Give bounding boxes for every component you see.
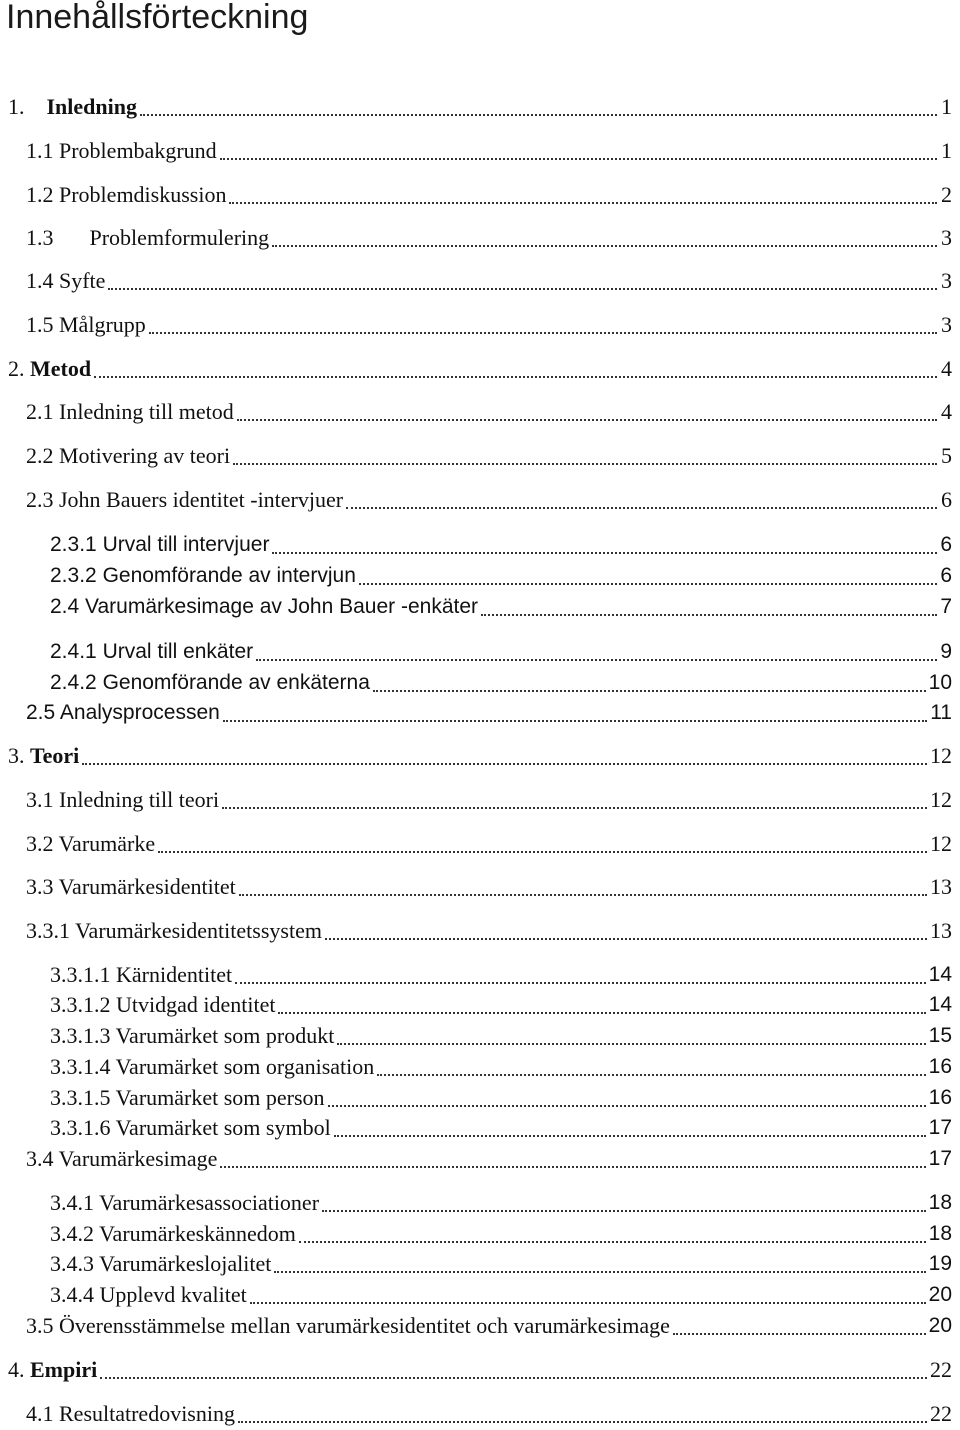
toc-number: 2.2: [26, 443, 54, 468]
toc-entry-2-4-1[interactable]: [50, 637, 952, 667]
dot-leader: [140, 100, 937, 116]
toc-page-number: 2: [941, 182, 952, 207]
toc-title: Varumärkesassociationer: [99, 1190, 320, 1215]
toc-page-number: 12: [930, 743, 952, 768]
toc-number: 3.3.1.6: [50, 1115, 111, 1140]
toc-entry-2-3[interactable]: [26, 485, 952, 515]
dot-leader: [239, 880, 927, 896]
toc-entry-3-4-4[interactable]: [50, 1280, 952, 1310]
dot-leader: [220, 144, 937, 160]
toc-entry-1-4[interactable]: [26, 266, 952, 296]
toc-number: 3.5: [26, 1313, 54, 1338]
dot-leader: [256, 645, 937, 661]
toc-number: 3.3.1.2: [50, 992, 111, 1017]
toc-title: Metod: [30, 356, 92, 381]
toc-entry-2-1[interactable]: [26, 397, 952, 427]
toc-number: 3.4.2: [50, 1221, 94, 1246]
toc-entry-1-2[interactable]: [26, 180, 952, 210]
toc-page-number: 4: [941, 356, 952, 381]
toc-title: Målgrupp: [59, 312, 146, 337]
toc-number: 3.3.1.5: [50, 1085, 111, 1110]
toc-title: Varumärkesimage av John Bauer -enkäter: [85, 595, 479, 618]
toc-page-number: 18: [928, 1222, 952, 1245]
toc-entry-1-1[interactable]: [26, 136, 952, 166]
toc-title: Varumärkeskännedom: [99, 1221, 296, 1246]
dot-leader: [325, 924, 927, 940]
toc-entry-1-3[interactable]: [26, 223, 952, 253]
toc-number: 2.4: [50, 595, 80, 618]
dot-leader: [346, 493, 937, 509]
toc-number: 3.: [8, 743, 25, 768]
page-title: Innehållsförteckning: [6, 0, 309, 36]
toc-number: 2.4.1: [50, 640, 97, 663]
toc-number: 3.2: [26, 831, 54, 856]
toc-page-number: 11: [930, 701, 952, 724]
toc-page-number: 13: [930, 918, 952, 943]
toc-number: 1.: [8, 94, 25, 119]
toc-entry-3-4-2[interactable]: [50, 1219, 952, 1249]
toc-title: Varumärke: [58, 831, 156, 856]
toc-page-number: 14: [928, 963, 952, 986]
toc-entry-3-3-1-2[interactable]: [50, 990, 952, 1020]
dot-leader: [481, 600, 937, 616]
toc-title: Upplevd kvalitet: [99, 1282, 247, 1307]
toc-title: Urval till intervjuer: [102, 533, 270, 556]
dot-leader: [235, 968, 926, 984]
dot-leader: [222, 793, 927, 809]
toc-title: Analysprocessen: [59, 701, 220, 724]
toc-entry-2-3-2[interactable]: [50, 561, 952, 591]
dot-leader: [278, 998, 925, 1014]
toc-title: Varumärkesidentitet: [58, 874, 236, 899]
toc-number: 3.4.3: [50, 1251, 94, 1276]
toc-entry-2-2[interactable]: [26, 441, 952, 471]
dot-leader: [328, 1091, 926, 1107]
toc-number: 4.1: [26, 1401, 54, 1426]
dot-leader: [373, 676, 926, 692]
toc-title: Varumärket som person: [115, 1085, 325, 1110]
dot-leader: [272, 231, 937, 247]
toc-page-number: 3: [941, 225, 952, 250]
toc-title: Motivering av teori: [59, 443, 231, 468]
toc-page-number: 12: [930, 787, 952, 812]
toc-number: 3.3: [26, 874, 54, 899]
toc-entry-1[interactable]: [8, 92, 952, 122]
toc-page-number: 17: [928, 1147, 952, 1170]
dot-leader: [158, 837, 927, 853]
toc-number: 3.3.1.4: [50, 1054, 111, 1079]
toc-page-number: 16: [928, 1086, 952, 1109]
toc-entry-3-4-3[interactable]: [50, 1249, 952, 1279]
dot-leader: [238, 1407, 927, 1423]
toc-title: Resultatredovisning: [59, 1401, 235, 1426]
toc-number: 3.1: [26, 787, 54, 812]
toc-title: Urval till enkäter: [102, 640, 254, 663]
toc-number: 1.3: [26, 225, 54, 250]
toc-number: 3.4: [26, 1146, 54, 1171]
toc-page-number: 6: [940, 564, 952, 587]
toc-title: Inledning: [46, 94, 137, 119]
dot-leader: [272, 538, 937, 554]
toc-number: 1.4: [26, 268, 54, 293]
toc-entry-2-4[interactable]: [50, 592, 952, 622]
toc-title: Inledning till teori: [59, 787, 220, 812]
toc-page-number: 20: [928, 1283, 952, 1306]
toc-page-number: 17: [928, 1116, 952, 1139]
toc-title: Teori: [30, 743, 80, 768]
toc-title: Genomförande av enkäterna: [102, 671, 370, 694]
toc-number: 3.3.1.3: [50, 1023, 111, 1048]
toc-page-number: 13: [930, 874, 952, 899]
toc-number: 3.4.1: [50, 1190, 94, 1215]
dot-leader: [322, 1196, 926, 1212]
toc-page-number: 5: [941, 443, 952, 468]
toc-entry-3-3-1[interactable]: [26, 916, 952, 946]
toc-page-number: 1: [941, 138, 952, 163]
toc-entry-2-3-1[interactable]: [50, 530, 952, 560]
dot-leader: [108, 274, 937, 290]
toc-entry-1-5[interactable]: [26, 310, 952, 340]
toc-entry-3-3-1-1[interactable]: [50, 960, 952, 990]
dot-leader: [337, 1029, 925, 1045]
toc-title: Varumärket som symbol: [115, 1115, 331, 1140]
toc-number: 2.3: [26, 487, 54, 512]
toc-entry-2-5[interactable]: [26, 698, 952, 728]
toc-title: Empiri: [30, 1357, 98, 1382]
dot-leader: [94, 362, 937, 378]
toc-title: Överensstämmelse mellan varumärkesidentitet och varumärkesimage: [59, 1313, 670, 1338]
toc-page-number: 18: [928, 1191, 952, 1214]
toc-entry-3[interactable]: [8, 741, 952, 771]
toc-title: Varumärkesidentitetssystem: [75, 918, 322, 943]
toc-entry-3-5[interactable]: [26, 1311, 952, 1341]
toc-page-number: 6: [940, 533, 952, 556]
toc-page-number: 19: [928, 1252, 952, 1275]
toc-page-number: 7: [940, 595, 952, 618]
toc-entry-3-3-1-3[interactable]: [50, 1021, 952, 1051]
toc-page-number: 6: [941, 487, 952, 512]
toc-entry-3-4[interactable]: [26, 1144, 952, 1174]
toc-entry-3-3-1-4[interactable]: [50, 1052, 952, 1082]
dot-leader: [223, 706, 927, 722]
dot-leader: [359, 569, 937, 585]
dot-leader: [250, 1288, 926, 1304]
toc-title: Inledning till metod: [59, 399, 234, 424]
toc-number: 2.1: [26, 399, 54, 424]
toc-entry-3-3[interactable]: [26, 872, 952, 902]
dot-leader: [377, 1060, 925, 1076]
toc-page-number: 10: [928, 671, 952, 694]
dot-leader: [220, 1152, 925, 1168]
toc-title: Genomförande av intervjun: [102, 564, 356, 587]
toc-entry-3-4-1[interactable]: [50, 1188, 952, 1218]
toc-title: Utvidgad identitet: [116, 992, 276, 1017]
toc-number: 1.5: [26, 312, 54, 337]
toc-number: 2.4.2: [50, 671, 97, 694]
toc-number: 3.4.4: [50, 1282, 94, 1307]
toc-title: Varumärket som organisation: [115, 1054, 375, 1079]
toc-number: 2.3.1: [50, 533, 97, 556]
toc-page-number: 4: [941, 399, 952, 424]
toc-entry-4[interactable]: [8, 1355, 952, 1385]
toc-page-number: 20: [928, 1314, 952, 1337]
dot-leader: [82, 749, 927, 765]
dot-leader: [274, 1257, 925, 1273]
toc-entry-3-3-1-6[interactable]: [50, 1113, 952, 1143]
toc-number: 4.: [8, 1357, 25, 1382]
toc-entry-2-4-2[interactable]: [50, 668, 952, 698]
toc-number: 3.3.1: [26, 918, 70, 943]
toc-page-number: 22: [930, 1357, 952, 1382]
toc-number: 2.5: [26, 701, 56, 724]
dot-leader: [149, 318, 937, 334]
toc-entry-2[interactable]: [8, 354, 952, 384]
toc-number: 1.1: [26, 138, 54, 163]
toc-entry-3-2[interactable]: [26, 829, 952, 859]
toc-entry-3-1[interactable]: [26, 785, 952, 815]
toc-title: John Bauers identitet -intervjuer: [59, 487, 344, 512]
dot-leader: [237, 405, 937, 421]
toc-entry-4-1[interactable]: [26, 1399, 952, 1429]
toc-title: Varumärkeslojalitet: [99, 1251, 272, 1276]
toc-number: 2.3.2: [50, 564, 97, 587]
toc-title: Varumärket som produkt: [115, 1023, 335, 1048]
toc-title: Problembakgrund: [59, 138, 217, 163]
dot-leader: [100, 1363, 927, 1379]
dot-leader: [229, 188, 937, 204]
toc-page-number: 1: [941, 94, 952, 119]
toc-page-number: 9: [940, 640, 952, 663]
toc-page-number: 3: [941, 312, 952, 337]
toc-title: Kärnidentitet: [116, 962, 233, 987]
toc-title: Syfte: [59, 268, 106, 293]
dot-leader: [233, 449, 937, 465]
dot-leader: [299, 1227, 926, 1243]
toc-number: 3.3.1.1: [50, 962, 111, 987]
dot-leader: [334, 1121, 926, 1137]
toc-number: 1.2: [26, 182, 54, 207]
toc-page-number: 3: [941, 268, 952, 293]
toc-entry-3-3-1-5[interactable]: [50, 1083, 952, 1113]
dot-leader: [673, 1319, 926, 1335]
toc-page-number: 14: [928, 993, 952, 1016]
toc-page-number: 16: [928, 1055, 952, 1078]
toc-page-number: 12: [930, 831, 952, 856]
toc-number: 2.: [8, 356, 25, 381]
toc-title: Problemdiskussion: [59, 182, 227, 207]
toc-page-number: 22: [930, 1401, 952, 1426]
toc-title: Problemformulering: [89, 225, 270, 250]
toc-title: Varumärkesimage: [58, 1146, 218, 1171]
toc-page-number: 15: [928, 1024, 952, 1047]
